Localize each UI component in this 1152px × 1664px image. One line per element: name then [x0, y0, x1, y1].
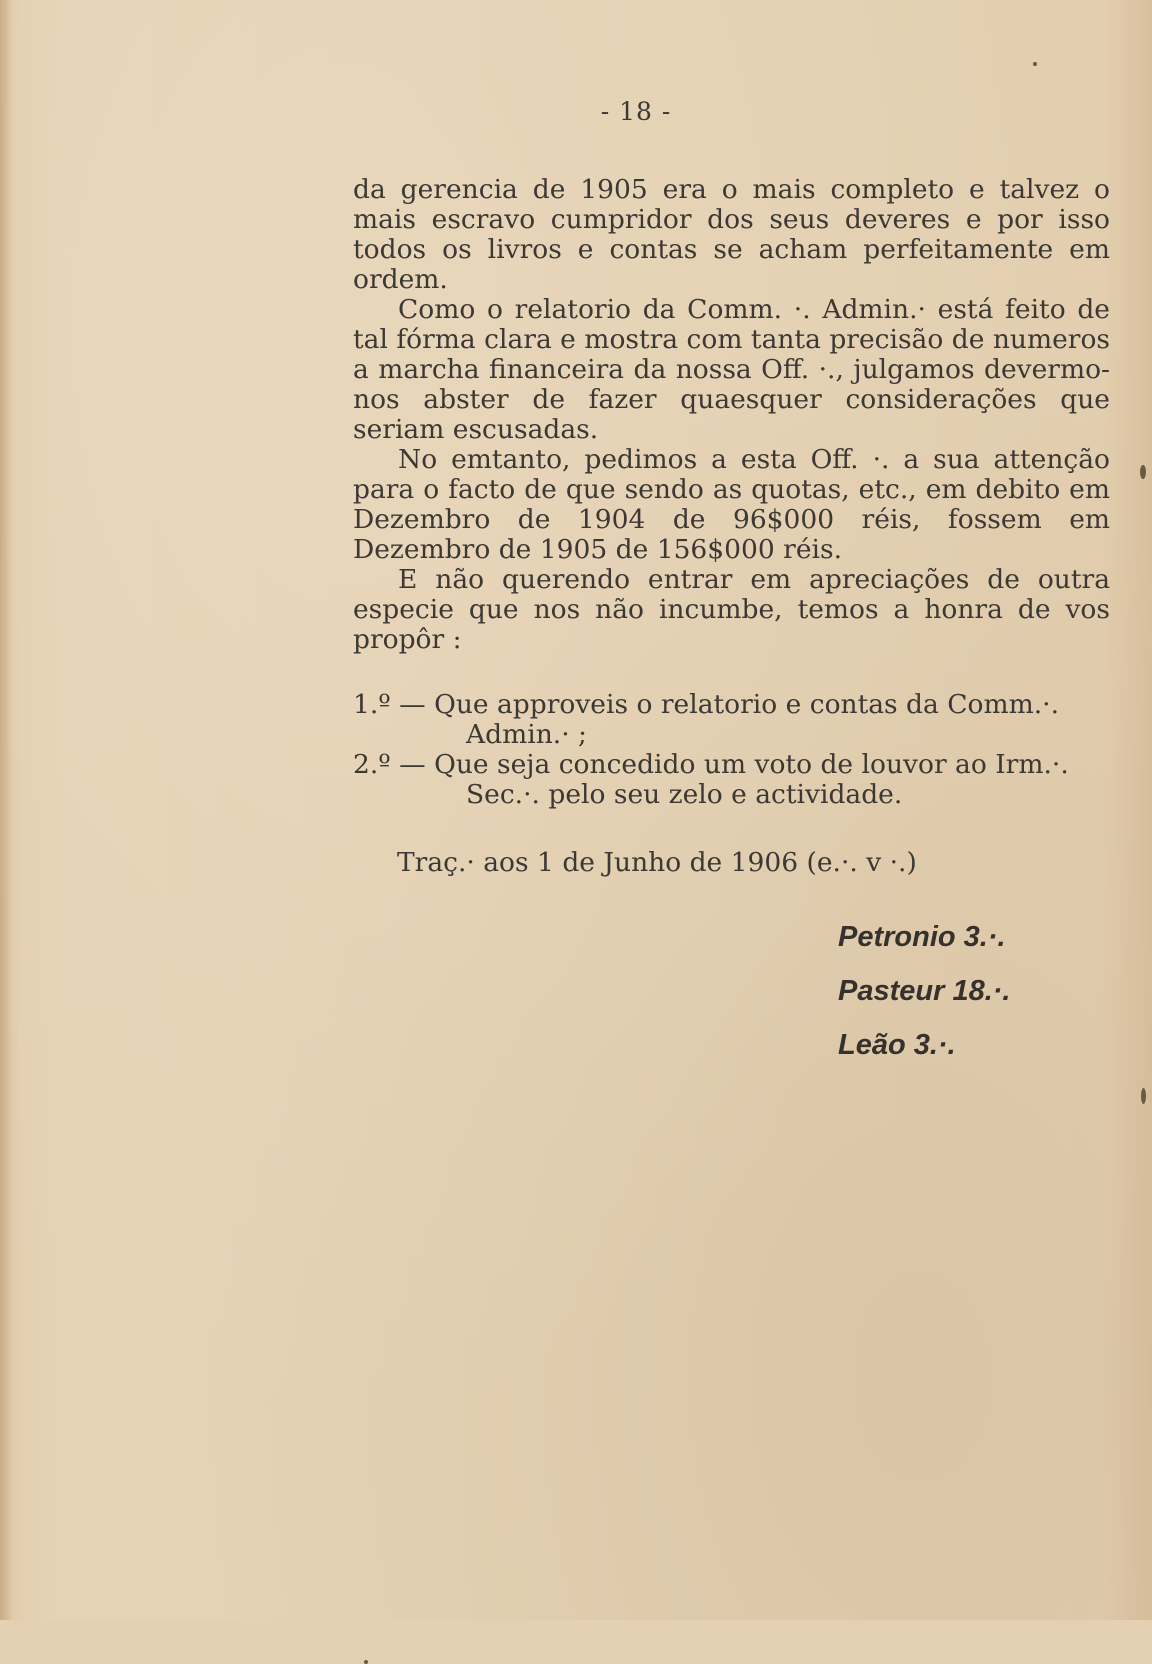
closing-date-line: Traç.· aos 1 de Junho de 1906 (e.·. v ·.) [397, 847, 917, 878]
paragraph: da gerencia de 1905 era o mais completo e talvez o mais escravo cumpridor dos seus deveres e por isso todos os livros e contas se acham perfeitamente em ordem. [353, 174, 1110, 295]
signature: Pasteur 18.·. [838, 975, 1011, 1007]
proposals-list [353, 690, 1110, 810]
paper-speck [1033, 62, 1037, 66]
paper-speck [1140, 465, 1146, 479]
proposal-item [353, 750, 1110, 810]
paper-speck [1141, 1088, 1146, 1104]
paper-speck [364, 1660, 368, 1664]
proposal-continuation: Admin.· ; [466, 719, 587, 750]
paragraph: E não querendo entrar em apreciações de outra especie que nos não incumbe, temos a honra de vos propôr : [353, 564, 1110, 655]
paragraph: Como o relatorio da Comm. ·. Admin.· está feito de tal fórma clara e mostra com tanta precisão de numeros a marcha financeira da nossa Off. ·., julgamos devermo-nos abster de fazer quaesquer considerações que seriam escusadas. [353, 294, 1110, 445]
proposal-item [353, 690, 1110, 750]
body-text [353, 175, 1110, 655]
signature: Leão 3.·. [838, 1029, 956, 1061]
signature-block [838, 910, 1010, 1072]
proposal-continuation: Sec.·. pelo seu zelo e actividade. [466, 779, 903, 810]
page-binding-edge [0, 0, 12, 1620]
paragraph: No emtanto, pedimos a esta Off. ·. a sua attenção para o facto de que sendo as quotas, etc., em debito em Dezembro de 1904 de 96$000 réis, fossem em Dezembro de 1905 de 156$000 réis. [353, 444, 1110, 565]
page-number: - 18 - [600, 97, 672, 126]
proposal-first-line: 2.º — Que seja concedido um voto de louvor ao Irm.·. [353, 749, 1069, 780]
signature: Petronio 3.·. [838, 921, 1006, 953]
proposal-first-line: 1.º — Que approveis o relatorio e contas da Comm.·. [353, 689, 1060, 720]
